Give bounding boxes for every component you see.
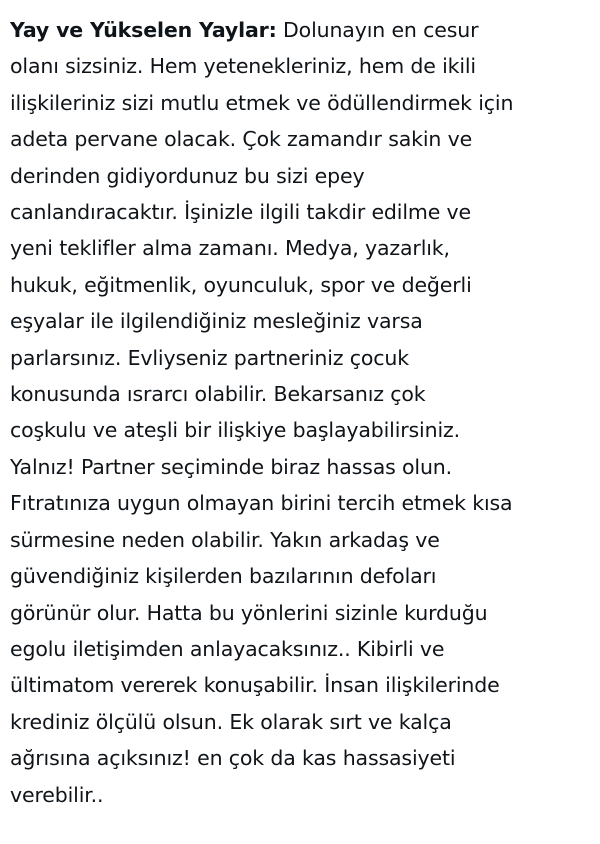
text-line: yeni teklifler alma zamanı. Medya, yazarlık, bbox=[10, 236, 450, 261]
text-line: hukuk, eğitmenlik, oyunculuk, spor ve değerli bbox=[10, 272, 472, 297]
text-line: sürmesine neden olabilir. Yakın arkadaş ve bbox=[10, 527, 440, 552]
text-line: adeta pervane olacak. Çok zamandır sakin ve bbox=[10, 127, 473, 152]
text-line: parlarsınız. Evliyseniz partneriniz çocuk bbox=[10, 345, 409, 370]
text-line: ilişkileriniz sizi mutlu etmek ve ödüllendirmek için bbox=[10, 90, 514, 115]
post-text bbox=[10, 12, 596, 813]
text-line: verebilir.. bbox=[10, 782, 104, 807]
text-line: Fıtratınıza uygun olmayan birini tercih etmek kısa bbox=[10, 491, 513, 516]
text-line bbox=[10, 12, 596, 48]
text-line: canlandıracaktır. İşinizle ilgili takdir edilme ve bbox=[10, 200, 471, 225]
text-line: coşkulu ve ateşli bir ilişkiye başlayabilirsiniz. bbox=[10, 418, 460, 443]
text-line: eşyalar ile ilgilendiğiniz mesleğiniz varsa bbox=[10, 309, 423, 334]
post-heading: Yay ve Yükselen Yaylar: bbox=[10, 18, 277, 42]
text-line: derinden gidiyordunuz bu sizi epey bbox=[10, 163, 365, 188]
text-line: krediniz ölçülü olsun. Ek olarak sırt ve kalça bbox=[10, 709, 452, 734]
text-line-content: Dolunayın en cesur bbox=[276, 18, 479, 42]
text-line: konusunda ısrarcı olabilir. Bekarsanız çok bbox=[10, 382, 426, 407]
text-line: ültimatom vererek konuşabilir. İnsan ilişkilerinde bbox=[10, 673, 500, 698]
text-line: ağrısına açıksınız! en çok da kas hassasiyeti bbox=[10, 746, 456, 771]
text-line: görünür olur. Hatta bu yönlerini sizinle kurduğu bbox=[10, 600, 488, 625]
text-line: güvendiğiniz kişilerden bazılarının defoları bbox=[10, 564, 437, 589]
text-line: Yalnız! Partner seçiminde biraz hassas olun. bbox=[10, 454, 453, 479]
text-line: olanı sizsiniz. Hem yetenekleriniz, hem de ikili bbox=[10, 54, 476, 79]
text-line: egolu iletişimden anlayacaksınız.. Kibirli ve bbox=[10, 636, 445, 661]
